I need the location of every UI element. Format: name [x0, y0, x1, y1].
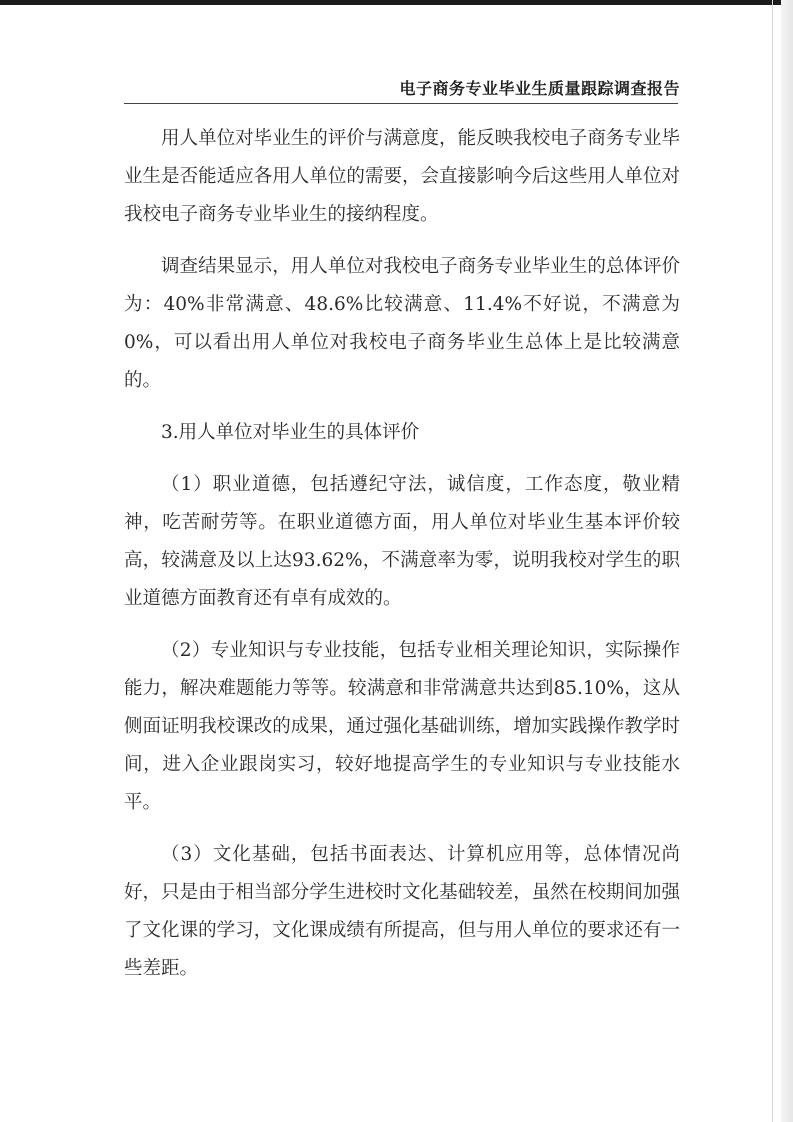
paragraph-evaluation-intro: 用人单位对毕业生的评价与满意度，能反映我校电子商务专业毕业生是否能适应各用人单位的需要，会直接影响今后这些用人单位对我校电子商务专业毕业生的接纳程度。	[124, 128, 680, 225]
section-heading-specific-evaluation: 3.用人单位对毕业生的具体评价	[161, 422, 420, 443]
paragraph-cultural-foundation: （3）文化基础，包括书面表达、计算机应用等，总体情况尚好，只是由于相当部分学生进校时文化基础较差，虽然在校期间加强了文化课的学习，文化课成绩有所提高，但与用人单位的要求还有一些差距。	[124, 844, 680, 979]
scan-border-right	[781, 0, 793, 1122]
paragraph-professional-ethics: （1）职业道德，包括遵纪守法，诚信度，工作态度，敬业精神，吃苦耐劳等。在职业道德方面，用人单位对毕业生基本评价较高，较满意及以上达93.62%，不满意率为零，说明我校对学生的职业道德方面教育还有卓有成效的。	[124, 474, 680, 609]
running-header-title: 电子商务专业毕业生质量跟踪调查报告	[399, 79, 680, 98]
scan-border-top	[0, 0, 793, 5]
paragraph-survey-results: 调查结果显示，用人单位对我校电子商务专业毕业生的总体评价为：40%非常满意、48.6%比较满意、11.4%不好说，不满意为0%，可以看出用人单位对我校电子商务毕业生总体上是比较满意的。	[124, 256, 680, 391]
header-rule	[124, 103, 678, 104]
paragraph-professional-skills: （2）专业知识与专业技能，包括专业相关理论知识，实际操作能力，解决难题能力等等。较满意和非常满意共达到85.10%，这从侧面证明我校课改的成果，通过强化基础训练，增加实践操作教学时间，进入企业跟岗实习，较好地提高学生的专业知识与专业技能水平。	[124, 640, 680, 813]
document-body	[124, 120, 680, 1002]
scan-edge-line	[772, 0, 773, 1122]
